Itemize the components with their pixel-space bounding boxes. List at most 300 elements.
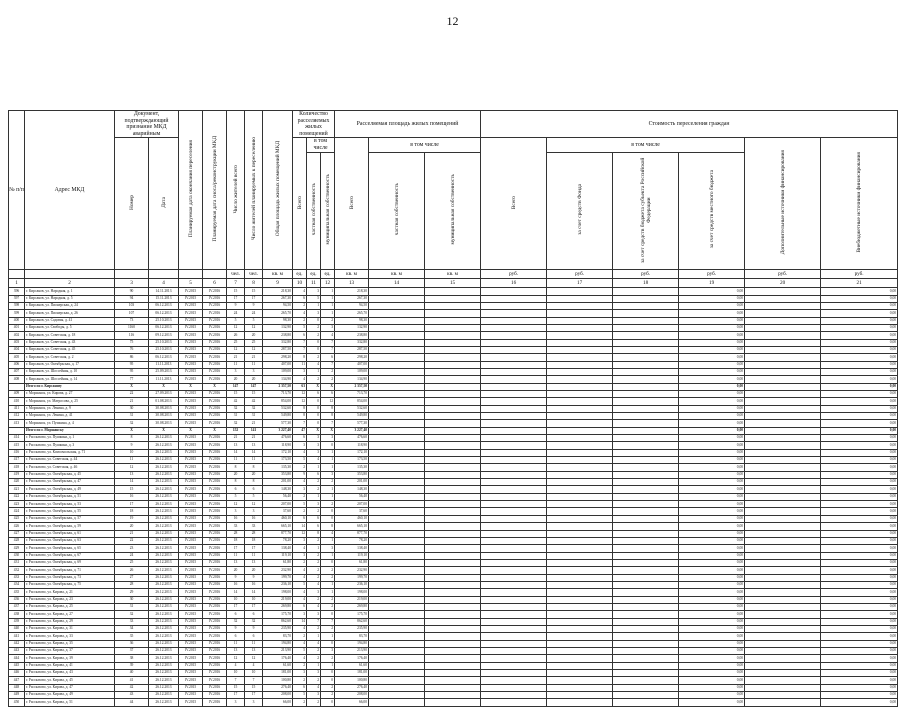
header-doc-number: Номер: [115, 138, 149, 270]
table-cell: [547, 295, 613, 302]
table-cell: [745, 633, 821, 640]
table-cell: 3: [307, 692, 321, 699]
table-row: [9, 332, 898, 339]
table-cell: 396: [9, 288, 25, 295]
table-cell: 415: [9, 442, 25, 449]
table-cell: 28: [245, 530, 263, 537]
table-cell: 66,00: [335, 699, 369, 706]
table-cell: 83,70: [335, 633, 369, 640]
table-cell: 100,80: [263, 677, 293, 684]
table-cell: 8: [321, 413, 335, 420]
table-cell: 12: [227, 501, 245, 508]
table-cell: 6: [245, 633, 263, 640]
address-cell: г. Рассказово, ул. Октябрьская, д. 55: [25, 508, 115, 515]
table-cell: IV.2015: [179, 471, 203, 478]
table-cell: 460,10: [263, 515, 293, 522]
subtotal-row: [9, 427, 898, 434]
table-cell: 194,80: [263, 640, 293, 647]
table-cell: [613, 677, 679, 684]
table-cell: IV.2016: [203, 354, 227, 361]
table-cell: [745, 596, 821, 603]
table-cell: 25.10.2013: [149, 317, 179, 324]
table-cell: 86: [115, 354, 149, 361]
table-cell: 21: [245, 420, 263, 427]
table-cell: 276,40: [263, 684, 293, 691]
table-cell: 0,00: [821, 346, 898, 353]
table-cell: 0,00: [679, 390, 745, 397]
table-cell: IV.2016: [203, 648, 227, 655]
table-cell: 0,00: [821, 442, 898, 449]
table-cell: [369, 648, 425, 655]
table-cell: IV.2016: [203, 640, 227, 647]
table-row: [9, 302, 898, 309]
table-cell: [613, 508, 679, 515]
table-cell: [745, 574, 821, 581]
table-cell: 0,00: [679, 611, 745, 618]
table-cell: IV.2015: [179, 670, 203, 677]
table-cell: [745, 398, 821, 405]
table-cell: 4: [293, 640, 307, 647]
header-rooms-including: в том числе: [307, 138, 335, 152]
table-cell: 23: [115, 545, 149, 552]
table-cell: 2: [293, 508, 307, 515]
table-cell: 0,00: [679, 508, 745, 515]
table-cell: [745, 501, 821, 508]
table-cell: 63: [293, 383, 307, 390]
table-cell: 0,00: [679, 640, 745, 647]
header-area-total: Всего: [335, 138, 369, 270]
table-cell: 441: [9, 633, 25, 640]
table-cell: 577,30: [263, 420, 293, 427]
unit-cell: [149, 270, 179, 279]
table-cell: 7: [321, 420, 335, 427]
table-cell: [547, 354, 613, 361]
unit-cell: кв. м: [425, 270, 481, 279]
table-cell: [481, 464, 547, 471]
table-cell: 6: [227, 486, 245, 493]
table-cell: [481, 618, 547, 625]
table-row: [9, 684, 898, 691]
table-cell: 26.12.2013: [149, 435, 179, 442]
table-cell: 09.12.2013: [149, 332, 179, 339]
table-cell: [613, 501, 679, 508]
table-cell: [547, 523, 613, 530]
table-cell: 15: [115, 486, 149, 493]
table-cell: 0,00: [821, 390, 898, 397]
table-cell: [745, 442, 821, 449]
table-cell: [745, 603, 821, 610]
table-cell: 32: [115, 611, 149, 618]
table-cell: [425, 295, 481, 302]
unit-cell: руб.: [547, 270, 613, 279]
table-row: [9, 677, 898, 684]
table-cell: 6: [293, 515, 307, 522]
table-cell: 16: [245, 581, 263, 588]
table-cell: 12: [245, 324, 263, 331]
table-cell: 434: [9, 581, 25, 588]
unit-cell: кв. м: [263, 270, 293, 279]
table-cell: 2: [321, 655, 335, 662]
table-cell: [481, 442, 547, 449]
address-cell: г. Рассказово, ул. Советская, д. 44: [25, 457, 115, 464]
table-cell: 98,30: [263, 317, 293, 324]
table-cell: [613, 457, 679, 464]
table-cell: [425, 486, 481, 493]
table-cell: [369, 662, 425, 669]
unit-cell: [203, 270, 227, 279]
table-cell: [481, 390, 547, 397]
table-cell: IV.2016: [203, 457, 227, 464]
table-row: [9, 670, 898, 677]
table-cell: [369, 633, 425, 640]
header-rooms-municipal: муниципальная собственность: [321, 152, 335, 270]
table-cell: [613, 376, 679, 383]
table-row: [9, 442, 898, 449]
table-cell: [481, 552, 547, 559]
table-row: [9, 633, 898, 640]
table-cell: 0,00: [679, 427, 745, 434]
table-cell: 1: [307, 545, 321, 552]
table-cell: 232,90: [335, 567, 369, 574]
table-cell: 8: [227, 479, 245, 486]
table-cell: [481, 288, 547, 295]
table-row: [9, 640, 898, 647]
table-cell: [481, 479, 547, 486]
table-cell: 12: [293, 530, 307, 537]
table-cell: 425: [9, 515, 25, 522]
table-cell: 13: [227, 648, 245, 655]
table-cell: 219,00: [335, 596, 369, 603]
table-cell: 0,00: [821, 603, 898, 610]
table-cell: 2: [293, 662, 307, 669]
table-cell: IV.2015: [179, 288, 203, 295]
table-cell: 40: [115, 670, 149, 677]
table-cell: 15: [227, 684, 245, 691]
table-cell: 420: [9, 479, 25, 486]
table-cell: 28: [115, 581, 149, 588]
table-cell: [481, 427, 547, 434]
table-cell: [425, 515, 481, 522]
table-cell: [745, 390, 821, 397]
table-cell: 0,00: [679, 449, 745, 456]
column-number-cell: 10: [293, 279, 307, 288]
table-cell: 0,00: [679, 332, 745, 339]
table-cell: [613, 383, 679, 390]
table-cell: [547, 486, 613, 493]
table-row: [9, 435, 898, 442]
table-cell: 26.12.2013: [149, 589, 179, 596]
table-cell: 0,00: [679, 420, 745, 427]
table-cell: 9: [115, 442, 149, 449]
table-cell: 12: [227, 324, 245, 331]
table-cell: X: [307, 383, 321, 390]
table-cell: 26.12.2013: [149, 648, 179, 655]
table-cell: IV.2016: [203, 618, 227, 625]
table-cell: 431: [9, 559, 25, 566]
table-cell: IV.2016: [203, 368, 227, 375]
table-cell: IV.2016: [203, 295, 227, 302]
table-cell: [745, 376, 821, 383]
table-cell: [369, 449, 425, 456]
address-cell: г. Рассказово, ул. Октябрьская, д. 61: [25, 530, 115, 537]
table-cell: [481, 633, 547, 640]
table-cell: [547, 699, 613, 706]
table-cell: 15.11.2013: [149, 295, 179, 302]
table-cell: 148,30: [263, 486, 293, 493]
table-cell: IV.2015: [179, 537, 203, 544]
table-cell: 14: [227, 589, 245, 596]
table-cell: 1: [307, 633, 321, 640]
table-cell: 4: [293, 655, 307, 662]
table-cell: [481, 677, 547, 684]
table-cell: 0,00: [821, 493, 898, 500]
table-cell: 298,20: [335, 354, 369, 361]
table-cell: [481, 435, 547, 442]
table-cell: 0,00: [821, 581, 898, 588]
table-cell: 175,70: [335, 611, 369, 618]
table-cell: 20: [227, 376, 245, 383]
table-cell: [481, 523, 547, 530]
table-cell: 0,00: [679, 655, 745, 662]
table-cell: 15: [245, 684, 263, 691]
table-cell: 0,00: [679, 501, 745, 508]
table-cell: [481, 537, 547, 544]
table-cell: IV.2016: [203, 625, 227, 632]
column-number-cell: 4: [149, 279, 179, 288]
table-cell: [745, 662, 821, 669]
table-cell: [369, 368, 425, 375]
table-cell: 18: [245, 537, 263, 544]
table-cell: [481, 515, 547, 522]
table-cell: [481, 603, 547, 610]
table-cell: [369, 684, 425, 691]
table-cell: [547, 545, 613, 552]
table-cell: [481, 567, 547, 574]
table-cell: 194,80: [335, 640, 369, 647]
table-cell: [425, 339, 481, 346]
table-cell: [425, 699, 481, 706]
table-cell: [481, 692, 547, 699]
table-cell: 2: [321, 684, 335, 691]
table-cell: 3: [321, 648, 335, 655]
table-cell: [425, 655, 481, 662]
table-cell: 4: [307, 581, 321, 588]
table-cell: 1: [321, 449, 335, 456]
table-cell: 118,90: [263, 442, 293, 449]
table-cell: 267,30: [335, 295, 369, 302]
table-cell: [369, 332, 425, 339]
table-cell: 3: [245, 699, 263, 706]
header-area-municipal: муниципальная собственность: [425, 152, 481, 270]
table-cell: IV.2016: [203, 603, 227, 610]
table-cell: 1: [321, 633, 335, 640]
table-cell: [481, 684, 547, 691]
table-cell: IV.2015: [179, 559, 203, 566]
table-cell: 0,00: [679, 537, 745, 544]
table-cell: [547, 479, 613, 486]
table-cell: [481, 413, 547, 420]
table-cell: 0,00: [679, 530, 745, 537]
table-cell: 0,00: [821, 655, 898, 662]
table-cell: 26.12.2013: [149, 442, 179, 449]
table-cell: 7: [321, 361, 335, 368]
table-cell: 713,70: [263, 390, 293, 397]
address-cell: г. Рассказово, ул. Кирова, д. 25: [25, 603, 115, 610]
table-cell: 06.12.2013: [149, 354, 179, 361]
table-cell: 42: [245, 398, 263, 405]
table-cell: 8: [293, 405, 307, 412]
table-cell: [369, 618, 425, 625]
table-cell: 4: [227, 662, 245, 669]
table-row: [9, 405, 898, 412]
table-row: [9, 501, 898, 508]
address-cell: г. Рассказово, ул. Октябрьская, д. 45: [25, 471, 115, 478]
table-cell: 147: [245, 383, 263, 390]
table-cell: 854,00: [263, 398, 293, 405]
table-cell: 3: [227, 368, 245, 375]
table-cell: [369, 670, 425, 677]
table-cell: 3: [321, 324, 335, 331]
table-cell: 135,30: [335, 464, 369, 471]
table-cell: 433: [9, 574, 25, 581]
table-cell: IV.2016: [203, 545, 227, 552]
table-cell: [613, 589, 679, 596]
table-cell: IV.2015: [179, 581, 203, 588]
table-cell: 3: [293, 442, 307, 449]
table-cell: 2: [293, 317, 307, 324]
table-cell: 77: [115, 376, 149, 383]
table-cell: 3: [321, 435, 335, 442]
table-cell: 173,50: [335, 457, 369, 464]
table-cell: 12: [115, 464, 149, 471]
table-cell: 30.08.2013: [149, 413, 179, 420]
table-cell: 0,00: [821, 405, 898, 412]
table-cell: 26.12.2013: [149, 501, 179, 508]
table-cell: 11.11.2013: [149, 376, 179, 383]
table-cell: IV.2015: [179, 390, 203, 397]
table-row: [9, 603, 898, 610]
table-cell: [547, 648, 613, 655]
table-cell: [745, 413, 821, 420]
table-cell: [369, 603, 425, 610]
address-cell: г. Рассказово, ул. Октябрьская, д. 67: [25, 552, 115, 559]
address-cell: г. Рассказово, ул. Пушкина, д. 1: [25, 435, 115, 442]
table-cell: 269,80: [335, 603, 369, 610]
table-cell: 42: [227, 398, 245, 405]
table-cell: 0,00: [679, 589, 745, 596]
table-cell: 213,90: [263, 648, 293, 655]
table-cell: 8: [227, 464, 245, 471]
table-cell: 3: [307, 310, 321, 317]
table-cell: 10: [227, 596, 245, 603]
table-cell: IV.2016: [203, 530, 227, 537]
address-cell: г. Кирсанов, ул. Октябрьская, д. 17: [25, 361, 115, 368]
table-cell: IV.2016: [203, 361, 227, 368]
table-cell: 877,70: [335, 530, 369, 537]
table-cell: [369, 589, 425, 596]
table-cell: 32: [227, 420, 245, 427]
table-cell: 0,00: [679, 354, 745, 361]
table-cell: [547, 530, 613, 537]
table-cell: 16: [227, 515, 245, 522]
table-cell: 0,00: [821, 457, 898, 464]
column-number-cell: 1: [9, 279, 25, 288]
table-cell: 138,40: [335, 545, 369, 552]
table-cell: 412: [9, 413, 25, 420]
table-row: [9, 699, 898, 706]
table-cell: [425, 618, 481, 625]
table-cell: [613, 464, 679, 471]
table-cell: 132,90: [263, 324, 293, 331]
table-cell: 26.12.2013: [149, 471, 179, 478]
table-cell: 665,10: [335, 523, 369, 530]
table-cell: 2: [321, 376, 335, 383]
table-cell: [613, 618, 679, 625]
table-cell: 353,80: [263, 471, 293, 478]
address-cell: г. Рассказово, ул. Октябрьская, д. 69: [25, 559, 115, 566]
table-cell: 0,00: [821, 611, 898, 618]
table-cell: 3: [307, 288, 321, 295]
table-cell: [481, 310, 547, 317]
table-cell: 0,00: [679, 625, 745, 632]
table-cell: 3: [227, 508, 245, 515]
table-cell: [547, 559, 613, 566]
table-cell: [745, 457, 821, 464]
column-number-cell: 3: [115, 279, 149, 288]
table-cell: 37,60: [263, 508, 293, 515]
table-cell: 397: [9, 295, 25, 302]
table-cell: 298,20: [263, 354, 293, 361]
table-cell: IV.2016: [203, 390, 227, 397]
table-cell: 6: [245, 611, 263, 618]
table-cell: [613, 530, 679, 537]
table-cell: [613, 390, 679, 397]
table-cell: [745, 427, 821, 434]
table-cell: 0,00: [679, 493, 745, 500]
table-cell: 0,00: [679, 559, 745, 566]
table-cell: 10: [227, 670, 245, 677]
table-cell: [425, 596, 481, 603]
column-number-cell: 5: [179, 279, 203, 288]
table-cell: 2: [307, 486, 321, 493]
table-cell: 78,20: [335, 537, 369, 544]
table-cell: 207,00: [335, 501, 369, 508]
table-cell: 26.12.2013: [149, 523, 179, 530]
table-cell: 443: [9, 648, 25, 655]
table-cell: 9: [245, 302, 263, 309]
table-cell: 4: [307, 457, 321, 464]
table-cell: [745, 302, 821, 309]
table-cell: [613, 699, 679, 706]
table-cell: 332,80: [263, 339, 293, 346]
table-cell: 134,90: [263, 376, 293, 383]
table-cell: 0,00: [679, 471, 745, 478]
table-row: [9, 581, 898, 588]
table-cell: 95: [115, 361, 149, 368]
table-cell: 42: [115, 684, 149, 691]
table-cell: [613, 346, 679, 353]
address-cell: г. Рассказово, ул. Кирова, д. 45: [25, 677, 115, 684]
table-cell: [425, 457, 481, 464]
table-cell: 6: [293, 295, 307, 302]
table-cell: 5: [293, 457, 307, 464]
table-cell: [369, 530, 425, 537]
table-cell: [425, 310, 481, 317]
table-cell: [425, 574, 481, 581]
table-cell: 0,00: [821, 354, 898, 361]
table-row: [9, 449, 898, 456]
table-cell: [547, 552, 613, 559]
